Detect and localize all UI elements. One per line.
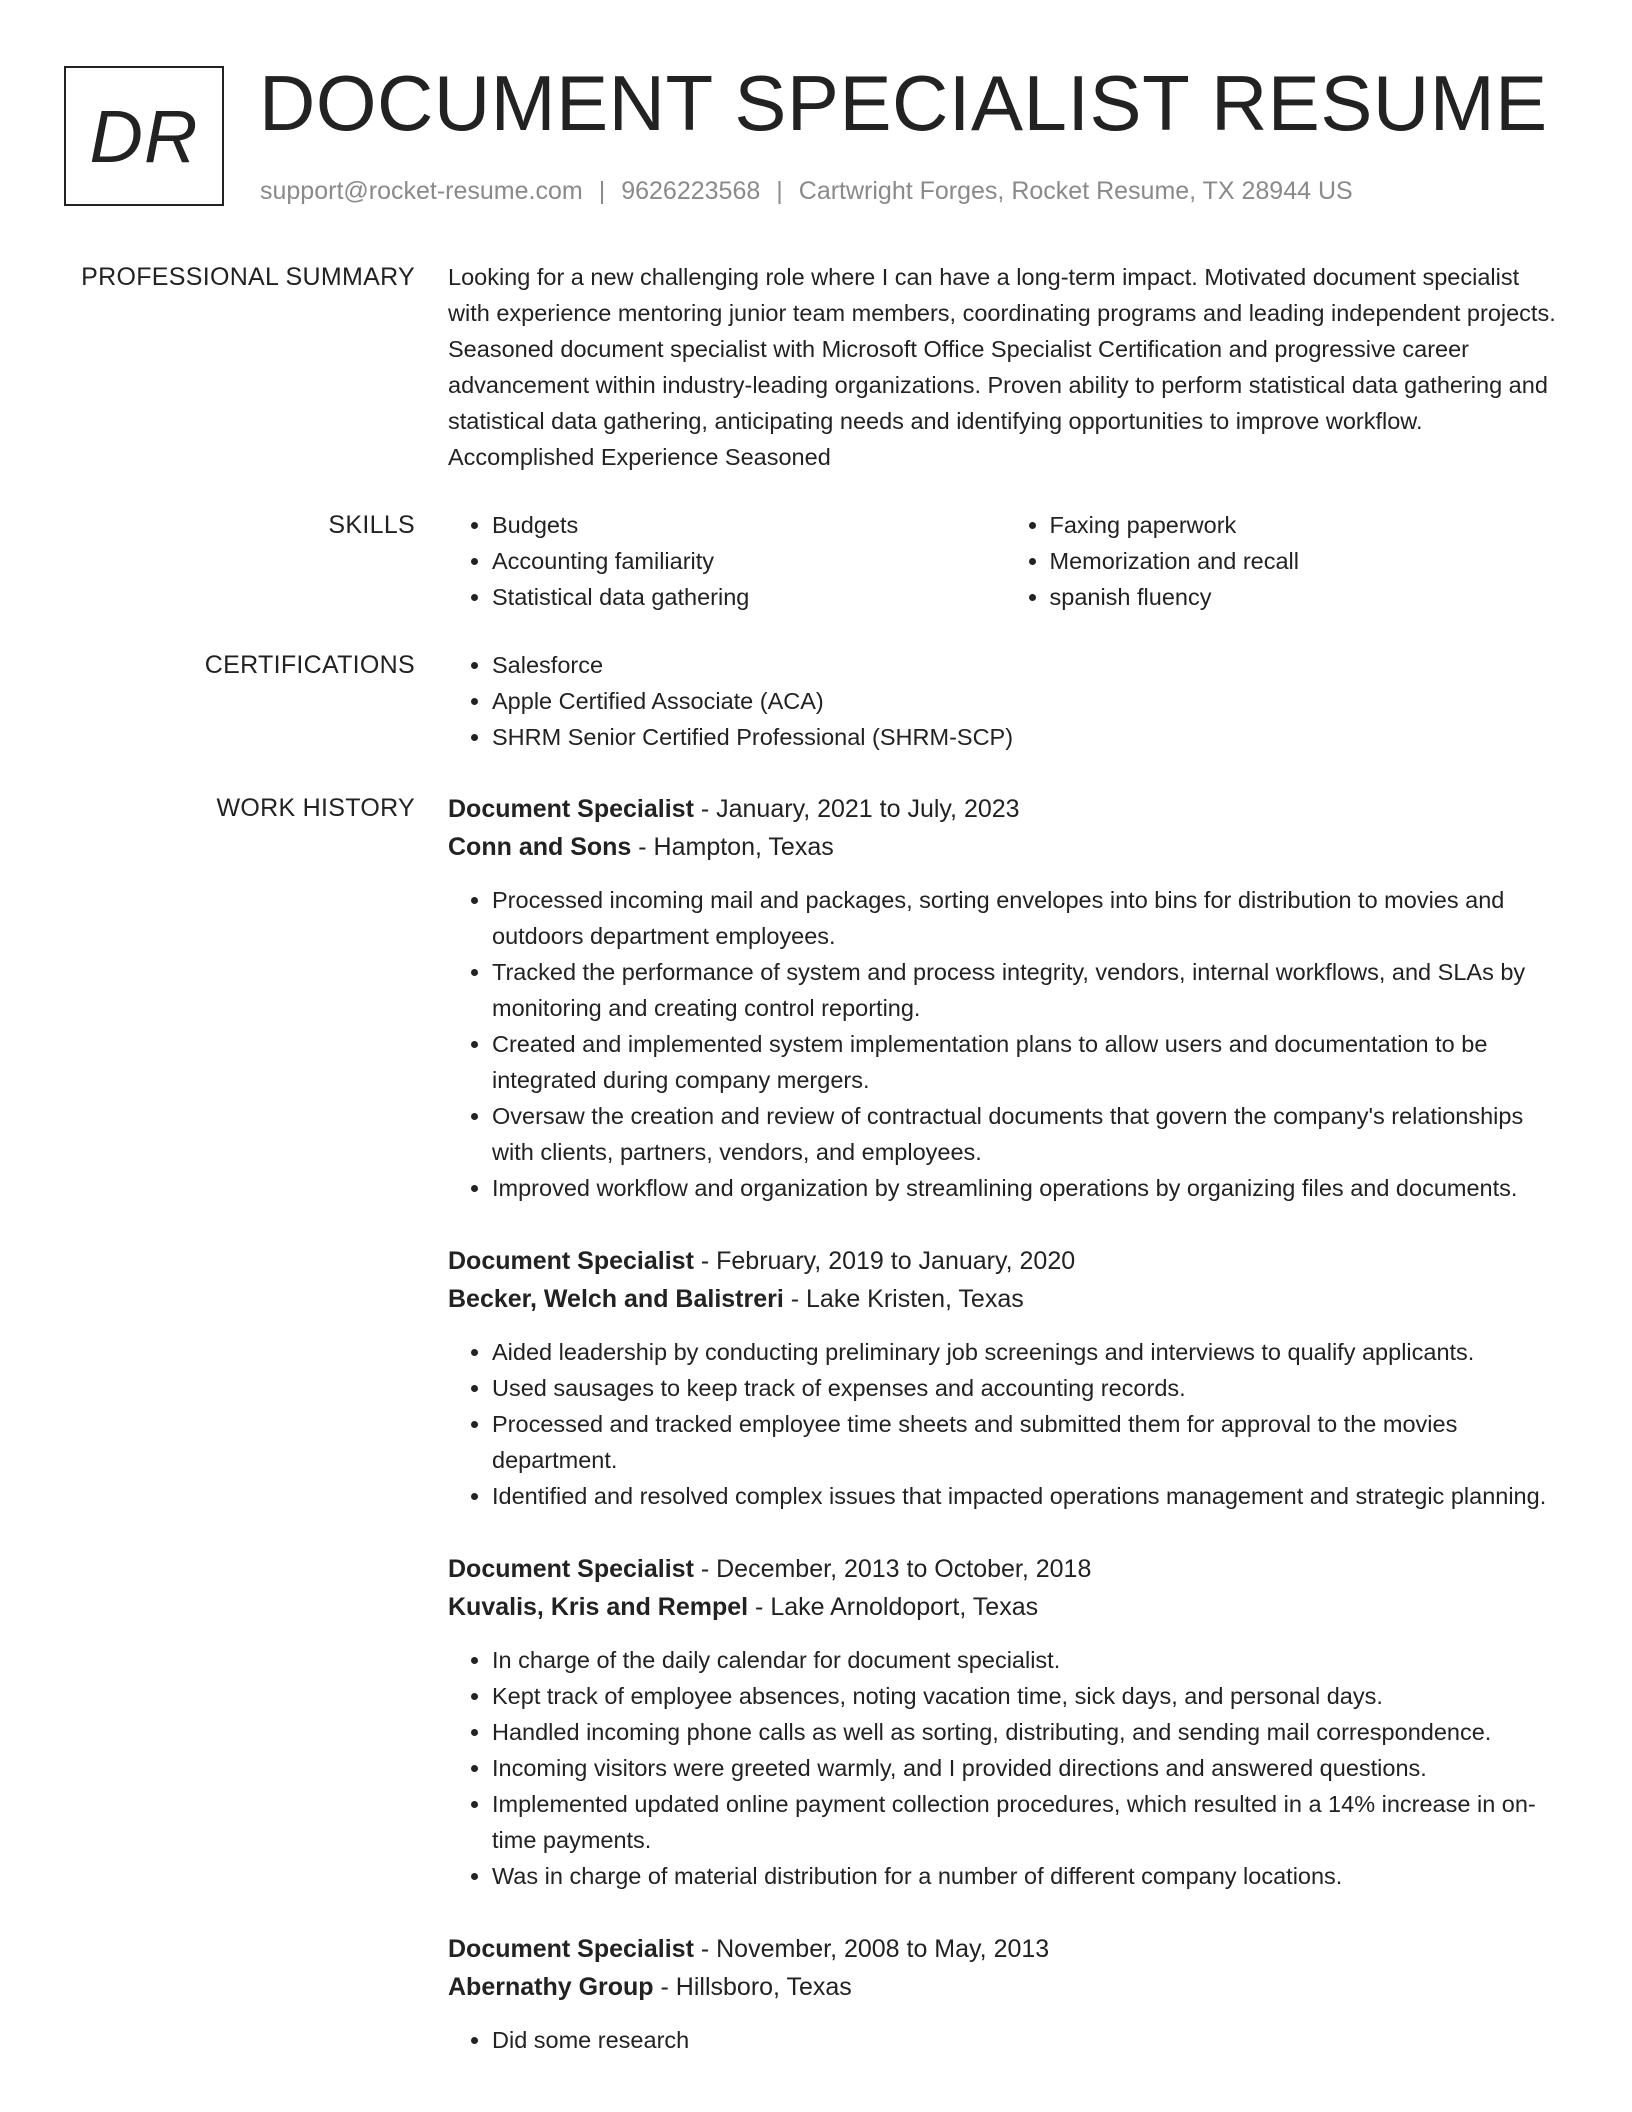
- job-bullet: • Improved workflow and organization by streamlining operations by organizing files and documents.: [492, 1170, 1563, 1206]
- certifications-body: [448, 647, 1563, 755]
- skills-list-left: [448, 507, 1006, 615]
- job-bullet: • Oversaw the creation and review of contractual documents that govern the company's relationships with clients, partners, vendors, and employees.: [492, 1098, 1563, 1170]
- page-title: DOCUMENT SPECIALIST RESUME: [259, 59, 1548, 147]
- contact-email: support@rocket-resume.com: [260, 177, 583, 205]
- summary-label: PROFESSIONAL SUMMARY: [81, 263, 415, 291]
- job-bullet: • Created and implemented system implementation plans to allow users and documentation to be integrated during company mergers.: [492, 1026, 1563, 1098]
- job-bullet: • Did some research: [492, 2022, 1563, 2058]
- job-company-line: [448, 1968, 1563, 2006]
- job-bullets: [448, 1334, 1563, 1514]
- monogram-logo: DR: [64, 66, 224, 206]
- skills-label: SKILLS: [328, 511, 415, 539]
- job-entry: [448, 1242, 1563, 1514]
- job-company: Kuvalis, Kris and Rempel: [448, 1593, 749, 1621]
- job-title-line: [448, 1242, 1563, 1280]
- job-title: Document Specialist: [448, 1935, 694, 1963]
- job-title: Document Specialist: [448, 795, 694, 823]
- certifications-list: [448, 647, 1563, 755]
- contact-address: Cartwright Forges, Rocket Resume, TX 28944 US: [798, 177, 1353, 205]
- certifications-label: CERTIFICATIONS: [204, 651, 415, 679]
- job-dates: - February, 2019 to January, 2020: [693, 1247, 1076, 1275]
- job-bullet: • Identified and resolved complex issues that impacted operations management and strategic planning.: [492, 1478, 1563, 1514]
- contact-separator: |: [776, 177, 783, 205]
- job-bullet: • Used sausages to keep track of expenses and accounting records.: [492, 1370, 1563, 1406]
- job-location: - Lake Arnoldoport, Texas: [748, 1593, 1039, 1621]
- skills-list-right: [1006, 507, 1564, 615]
- job-company-line: [448, 828, 1563, 866]
- job-bullet: • Handled incoming phone calls as well as sorting, distributing, and sending mail correspondence.: [492, 1714, 1563, 1750]
- skill-item: • Faxing paperwork: [1050, 507, 1564, 543]
- skill-item: • Statistical data gathering: [492, 579, 1006, 615]
- skill-item: • Memorization and recall: [1050, 543, 1564, 579]
- job-company: Conn and Sons: [448, 833, 632, 861]
- job-title-line: [448, 1550, 1563, 1588]
- job-bullet: • Tracked the performance of system and process integrity, vendors, internal workflows, and SLAs by monitoring and creating control reporting.: [492, 954, 1563, 1026]
- certification-item: • Apple Certified Associate (ACA): [492, 683, 1563, 719]
- contact-line: [260, 176, 1353, 206]
- job-bullet: • Processed incoming mail and packages, sorting envelopes into bins for distribution to movies and outdoors department employees.: [492, 882, 1563, 954]
- certification-item: • SHRM Senior Certified Professional (SHRM-SCP): [492, 719, 1563, 755]
- job-title-line: [448, 790, 1563, 828]
- skills-body: [448, 507, 1563, 615]
- job-entry: [448, 1930, 1563, 2058]
- summary-body: [448, 259, 1563, 475]
- work-history-body: [448, 790, 1563, 2094]
- summary-text: Looking for a new challenging role where I can have a long-term impact. Motivated document specialist with experience mentoring junior team members, coordinating programs and leading independent projects. Seasoned document specialist with Microsoft Office Specialist Certification and progressive career advancement within industry-leading organizations. Proven ability to perform statistical data gathering and statistical data gathering, anticipating needs and identifying opportunities to improve workflow. Accomplished Experience Seasoned: [448, 264, 1556, 470]
- job-location: - Lake Kristen, Texas: [783, 1285, 1024, 1313]
- skill-item: • Budgets: [492, 507, 1006, 543]
- job-entry: [448, 1550, 1563, 1894]
- job-company-line: [448, 1588, 1563, 1626]
- job-company: Abernathy Group: [448, 1973, 654, 2001]
- job-bullets: [448, 2022, 1563, 2058]
- work-history-label: WORK HISTORY: [216, 794, 415, 822]
- skill-item: • Accounting familiarity: [492, 543, 1006, 579]
- job-dates: - January, 2021 to July, 2023: [693, 795, 1020, 823]
- job-bullet: • Was in charge of material distribution for a number of different company locations.: [492, 1858, 1563, 1894]
- job-title: Document Specialist: [448, 1247, 694, 1275]
- job-bullet: • Kept track of employee absences, noting vacation time, sick days, and personal days.: [492, 1678, 1563, 1714]
- job-location: - Hampton, Texas: [631, 833, 834, 861]
- job-bullets: [448, 1642, 1563, 1894]
- certification-item: • Salesforce: [492, 647, 1563, 683]
- skill-item: • spanish fluency: [1050, 579, 1564, 615]
- job-dates: - December, 2013 to October, 2018: [693, 1555, 1092, 1583]
- job-title: Document Specialist: [448, 1555, 694, 1583]
- job-bullets: [448, 882, 1563, 1206]
- job-bullet: • Processed and tracked employee time sheets and submitted them for approval to the movies department.: [492, 1406, 1563, 1478]
- job-entry: [448, 790, 1563, 1206]
- job-company: Becker, Welch and Balistreri: [448, 1285, 784, 1313]
- job-bullet: • Incoming visitors were greeted warmly, and I provided directions and answered questions.: [492, 1750, 1563, 1786]
- job-bullet: • Implemented updated online payment collection procedures, which resulted in a 14% increase in on-time payments.: [492, 1786, 1563, 1858]
- contact-phone: 9626223568: [621, 177, 761, 205]
- job-bullet: • Aided leadership by conducting preliminary job screenings and interviews to qualify applicants.: [492, 1334, 1563, 1370]
- contact-separator: |: [598, 177, 606, 205]
- job-dates: - November, 2008 to May, 2013: [693, 1935, 1050, 1963]
- job-company-line: [448, 1280, 1563, 1318]
- job-bullet: • In charge of the daily calendar for document specialist.: [492, 1642, 1563, 1678]
- job-location: - Hillsboro, Texas: [653, 1973, 852, 2001]
- job-title-line: [448, 1930, 1563, 1968]
